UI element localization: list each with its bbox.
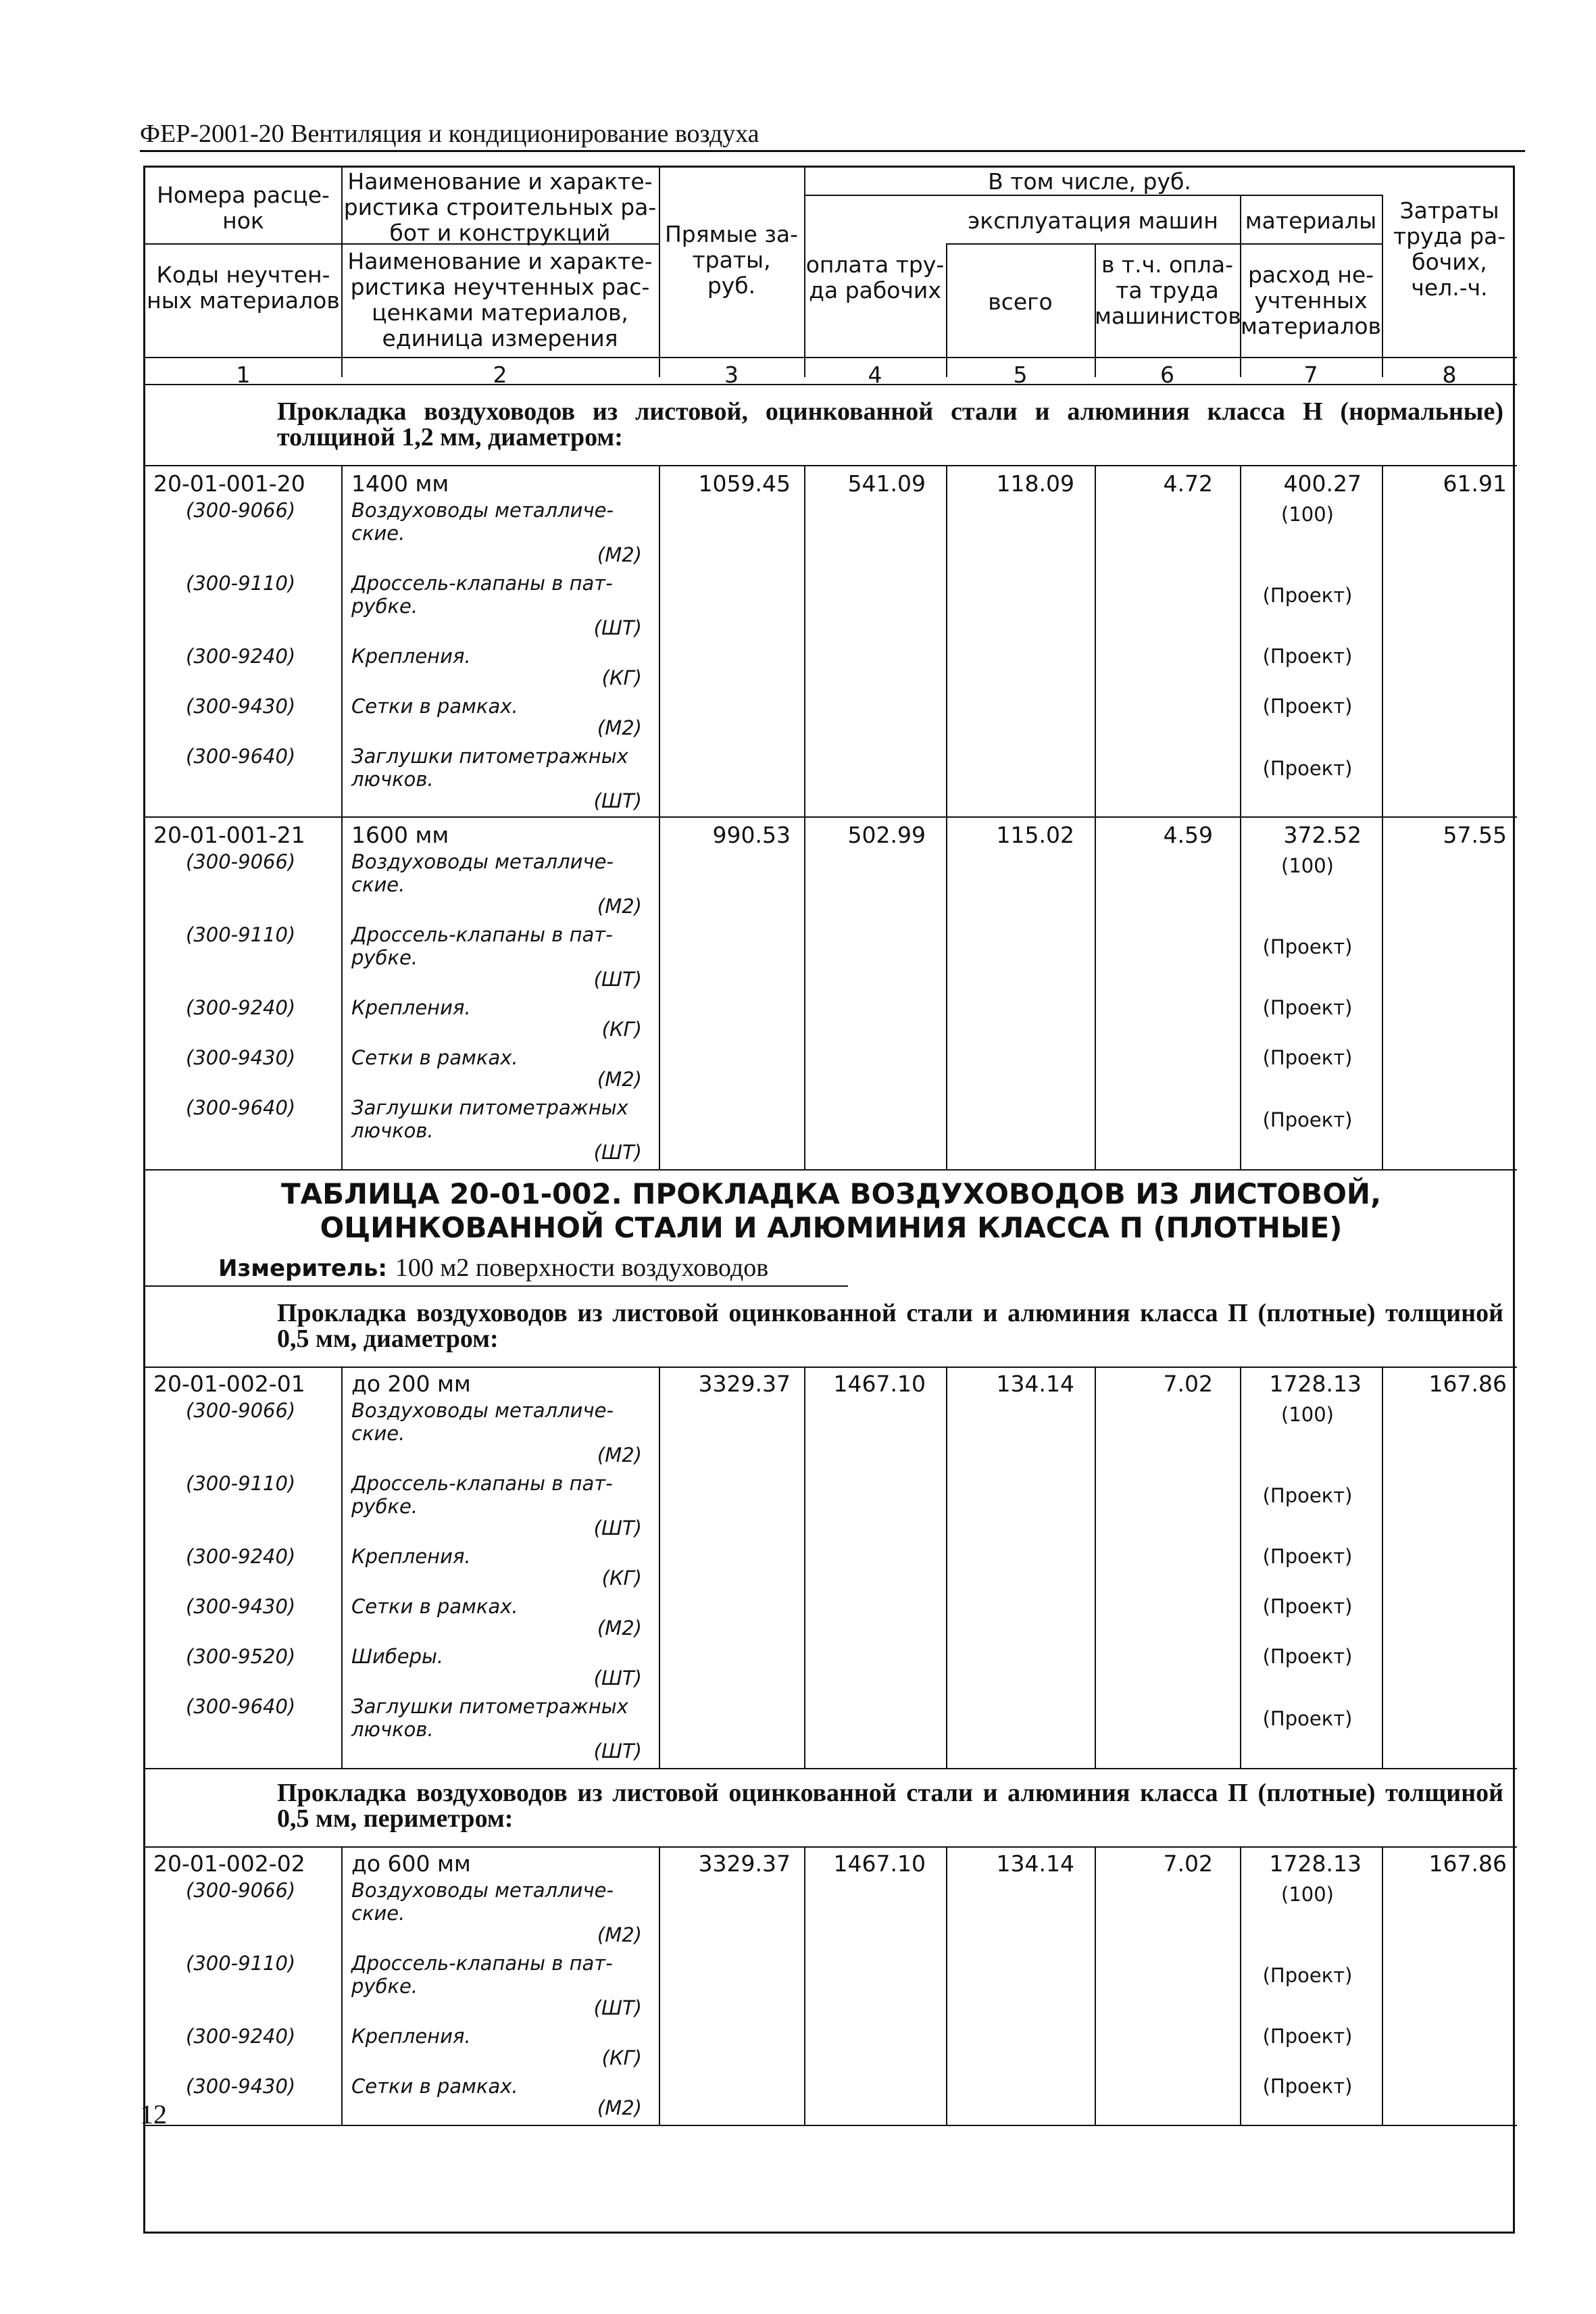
rate-code: 20-01-001-21: [153, 822, 305, 848]
material-name: Дроссель-клапаны в пат- рубке.: [351, 1472, 613, 1518]
materials-cost: 1728.13: [1269, 1850, 1362, 1877]
grid-line: [1382, 1367, 1383, 1768]
material-name: Воздуховоды металличе- ские.: [351, 1399, 614, 1445]
material-name: Воздуховоды металличе- ские.: [351, 1879, 614, 1925]
material-unit: (КГ): [601, 1567, 642, 1590]
header-labor-pay: оплата тру- да рабочих: [805, 251, 945, 303]
material-unit: (ШТ): [593, 616, 642, 639]
grid-line: [145, 1367, 1517, 1368]
labor-hours: 57.55: [1443, 822, 1507, 848]
header-group-incl: В том числе, руб.: [988, 168, 1191, 195]
column-number: 2: [493, 362, 507, 388]
table-title: ТАБЛИЦА 20-01-002. ПРОКЛАДКА ВОЗДУХОВОДОВ ИЗ ЛИСТОВОЙ, ОЦИНКОВАННОЙ СТАЛИ И АЛЮМИНИЯ КЛАССА П (ПЛОТНЫЕ): [280, 1177, 1382, 1244]
material-name: Крепления.: [351, 645, 471, 668]
material-code: (300-9240): [186, 2025, 296, 2048]
labor-hours: 167.86: [1428, 1371, 1507, 1397]
grid-line: [1382, 1846, 1383, 2125]
materials-cost: 400.27: [1283, 470, 1362, 497]
running-head-rule: [140, 150, 1525, 152]
material-unit: (ШТ): [593, 1996, 642, 2019]
labor-hours: 61.91: [1443, 470, 1507, 497]
grid-line: [1240, 1367, 1241, 1768]
material-name: Крепления.: [351, 2025, 471, 2048]
header-materials: материалы: [1245, 207, 1377, 234]
column-number: 8: [1442, 362, 1457, 388]
grid-line: [1240, 1846, 1241, 2125]
material-quantity: (Проект): [1262, 1595, 1353, 1618]
material-name: Дроссель-клапаны в пат- рубке.: [351, 923, 613, 969]
section-title: Прокладка воздуховодов из листовой, оцинкованной стали и алюминия класса Н (нормальные) толщиной 1,2 мм, диаметром:: [277, 397, 1503, 451]
column-number: 5: [1013, 362, 1028, 388]
material-code: (300-9110): [186, 1472, 296, 1495]
direct-cost: 990.53: [712, 822, 791, 848]
measure-line: [218, 1253, 768, 1283]
labor-hours: 167.86: [1428, 1850, 1507, 1877]
material-code: (300-9066): [186, 499, 296, 522]
material-name: Заглушки питометражных лючков.: [351, 1695, 628, 1741]
material-unit: (М2): [597, 895, 642, 918]
material-name: Сетки в рамках.: [351, 2075, 518, 2098]
material-unit: (КГ): [601, 666, 642, 689]
material-quantity: (Проект): [1262, 1964, 1353, 1987]
header-machinist-pay: в т.ч. опла- та труда машинистов: [1095, 251, 1241, 329]
material-code: (300-9640): [186, 745, 296, 768]
material-unit: (М2): [597, 1617, 642, 1640]
work-name: 1400 мм: [351, 470, 449, 497]
rate-code: 20-01-002-01: [153, 1371, 305, 1397]
material-name: Воздуховоды металличе- ские.: [351, 499, 614, 545]
material-code: (300-9430): [186, 2075, 296, 2098]
material-code: (300-9520): [186, 1645, 296, 1668]
material-code: (300-9430): [186, 1046, 296, 1069]
material-unit: (КГ): [601, 2046, 642, 2069]
material-code: (300-9430): [186, 1595, 296, 1618]
material-quantity: (Проект): [1262, 695, 1353, 718]
material-quantity: (Проект): [1262, 757, 1353, 780]
machinist-pay: 7.02: [1163, 1850, 1213, 1877]
material-unit: (ШТ): [593, 789, 642, 812]
grid-line: [804, 465, 805, 1169]
section-title: Прокладка воздуховодов из листовой оцинкованной стали и алюминия класса П (плотные) толщиной 0,5 мм, диаметром:: [277, 1299, 1503, 1353]
material-quantity: (Проект): [1262, 1645, 1353, 1668]
material-quantity: (100): [1281, 854, 1334, 877]
measure-value: 100 м2 поверхности воздуховодов: [395, 1254, 769, 1282]
measure-label: Измеритель:: [218, 1255, 395, 1282]
column-number: 6: [1160, 362, 1174, 388]
grid-line: [145, 2125, 1517, 2126]
material-quantity: (Проект): [1262, 1545, 1353, 1568]
material-name: Заглушки питометражных лючков.: [351, 1096, 628, 1142]
material-unit: (М2): [597, 1923, 642, 1946]
work-name: до 600 мм: [351, 1850, 471, 1877]
machines-total: 134.14: [996, 1850, 1074, 1877]
material-code: (300-9066): [186, 1879, 296, 1902]
grid-line: [946, 1367, 947, 1768]
header-labor-hours: Затраты труда ра- бочих, чел.-ч.: [1393, 197, 1506, 301]
header-machines: эксплуатация машин: [968, 207, 1218, 234]
material-unit: (КГ): [601, 1018, 642, 1041]
grid-line: [1240, 465, 1241, 1169]
header-material-codes: Коды неучтен- ных материалов: [147, 262, 340, 314]
material-unit: (ШТ): [593, 1517, 642, 1540]
grid-line: [946, 465, 947, 1169]
grid-line: [804, 1846, 805, 2125]
material-name: Дроссель-клапаны в пат- рубке.: [351, 572, 613, 618]
labor-pay: 502.99: [847, 822, 926, 848]
grid-line: [659, 1846, 660, 2125]
material-name: Дроссель-клапаны в пат- рубке.: [351, 1952, 613, 1998]
material-code: (300-9640): [186, 1695, 296, 1718]
material-code: (300-9066): [186, 1399, 296, 1422]
material-name: Крепления.: [351, 996, 471, 1019]
header-material-use: расход не- учтенных материалов: [1241, 262, 1381, 339]
material-quantity: (Проект): [1262, 1484, 1353, 1507]
material-code: (300-9240): [186, 645, 296, 668]
grid-line: [145, 1768, 1517, 1769]
machinist-pay: 4.59: [1163, 822, 1213, 848]
header-work-name: Наименование и характе- ристика строительных ра- бот и конструкций: [343, 168, 657, 246]
grid-line: [145, 1169, 1517, 1171]
material-quantity: (Проект): [1262, 2075, 1353, 2098]
material-unit: (М2): [597, 543, 642, 566]
material-quantity: (Проект): [1262, 1046, 1353, 1069]
header-direct-costs: Прямые за- траты, руб.: [664, 221, 799, 299]
materials-cost: 1728.13: [1269, 1371, 1362, 1397]
grid-line: [145, 1285, 848, 1287]
material-quantity: (Проект): [1262, 645, 1353, 668]
material-unit: (М2): [597, 1444, 642, 1467]
header-material-name: Наименование и характе- ристика неучтенных рас- ценками материалов, единица измерения: [347, 248, 653, 351]
material-name: Сетки в рамках.: [351, 1595, 518, 1618]
grid-line: [1382, 465, 1383, 1169]
material-code: (300-9066): [186, 850, 296, 873]
material-quantity: (100): [1281, 1883, 1334, 1906]
rate-code: 20-01-001-20: [153, 470, 305, 497]
grid-line: [659, 1367, 660, 1768]
direct-cost: 3329.37: [698, 1850, 791, 1877]
machines-total: 134.14: [996, 1371, 1074, 1397]
material-unit: (М2): [597, 2096, 642, 2119]
rates-table: [143, 166, 1515, 2234]
material-code: (300-9240): [186, 996, 296, 1019]
material-code: (300-9110): [186, 1952, 296, 1975]
material-quantity: (100): [1281, 1403, 1334, 1426]
material-code: (300-9110): [186, 923, 296, 946]
material-code: (300-9430): [186, 695, 296, 718]
grid-line: [341, 1846, 343, 2125]
direct-cost: 1059.45: [698, 470, 791, 497]
grid-line: [1095, 465, 1096, 1169]
machinist-pay: 7.02: [1163, 1371, 1213, 1397]
material-quantity: (100): [1281, 503, 1334, 526]
labor-pay: 541.09: [847, 470, 926, 497]
machines-total: 115.02: [996, 822, 1074, 848]
section-title: Прокладка воздуховодов из листовой оцинкованной стали и алюминия класса П (плотные) толщиной 0,5 мм, периметром:: [277, 1779, 1503, 1833]
header-machines-total: всего: [988, 289, 1053, 315]
grid-line: [145, 465, 1517, 466]
material-name: Воздуховоды металличе- ские.: [351, 850, 614, 896]
work-name: 1600 мм: [351, 822, 449, 848]
material-name: Крепления.: [351, 1545, 471, 1568]
labor-pay: 1467.10: [833, 1371, 926, 1397]
material-name: Заглушки питометражных лючков.: [351, 745, 628, 791]
column-number: 4: [868, 362, 882, 388]
grid-line: [659, 465, 660, 1169]
machinist-pay: 4.72: [1163, 470, 1213, 497]
material-unit: (ШТ): [593, 1667, 642, 1690]
material-quantity: (Проект): [1262, 1707, 1353, 1730]
material-name: Сетки в рамках.: [351, 1046, 518, 1069]
material-code: (300-9240): [186, 1545, 296, 1568]
rate-code: 20-01-002-02: [153, 1850, 305, 1877]
column-number: 7: [1303, 362, 1318, 388]
materials-cost: 372.52: [1283, 822, 1362, 848]
grid-line: [1095, 1846, 1096, 2125]
labor-pay: 1467.10: [833, 1850, 926, 1877]
grid-line: [145, 816, 1517, 818]
material-name: Шиберы.: [351, 1645, 444, 1668]
material-quantity: (Проект): [1262, 2025, 1353, 2048]
column-number: 3: [724, 362, 739, 388]
material-unit: (ШТ): [593, 1141, 642, 1164]
page-number: 12: [140, 2099, 167, 2130]
material-unit: (ШТ): [593, 1740, 642, 1763]
material-code: (300-9110): [186, 572, 296, 595]
grid-line: [946, 1846, 947, 2125]
machines-total: 118.09: [996, 470, 1074, 497]
header-rate-numbers: Номера расце- нок: [157, 182, 330, 234]
running-head: ФЕР-2001-20 Вентиляция и кондиционирование воздуха: [140, 120, 759, 148]
grid-line: [145, 1846, 1517, 1848]
grid-line: [341, 1367, 343, 1768]
grid-line: [341, 465, 343, 1169]
grid-line: [1095, 1367, 1096, 1768]
material-name: Сетки в рамках.: [351, 695, 518, 718]
material-quantity: (Проект): [1262, 935, 1353, 958]
material-quantity: (Проект): [1262, 1108, 1353, 1131]
material-unit: (М2): [597, 1068, 642, 1091]
grid-line: [804, 1367, 805, 1768]
material-quantity: (Проект): [1262, 996, 1353, 1019]
direct-cost: 3329.37: [698, 1371, 791, 1397]
material-unit: (М2): [597, 716, 642, 739]
material-unit: (ШТ): [593, 968, 642, 991]
material-quantity: (Проект): [1262, 584, 1353, 607]
column-number: 1: [236, 362, 251, 388]
work-name: до 200 мм: [351, 1371, 471, 1397]
material-code: (300-9640): [186, 1096, 296, 1119]
